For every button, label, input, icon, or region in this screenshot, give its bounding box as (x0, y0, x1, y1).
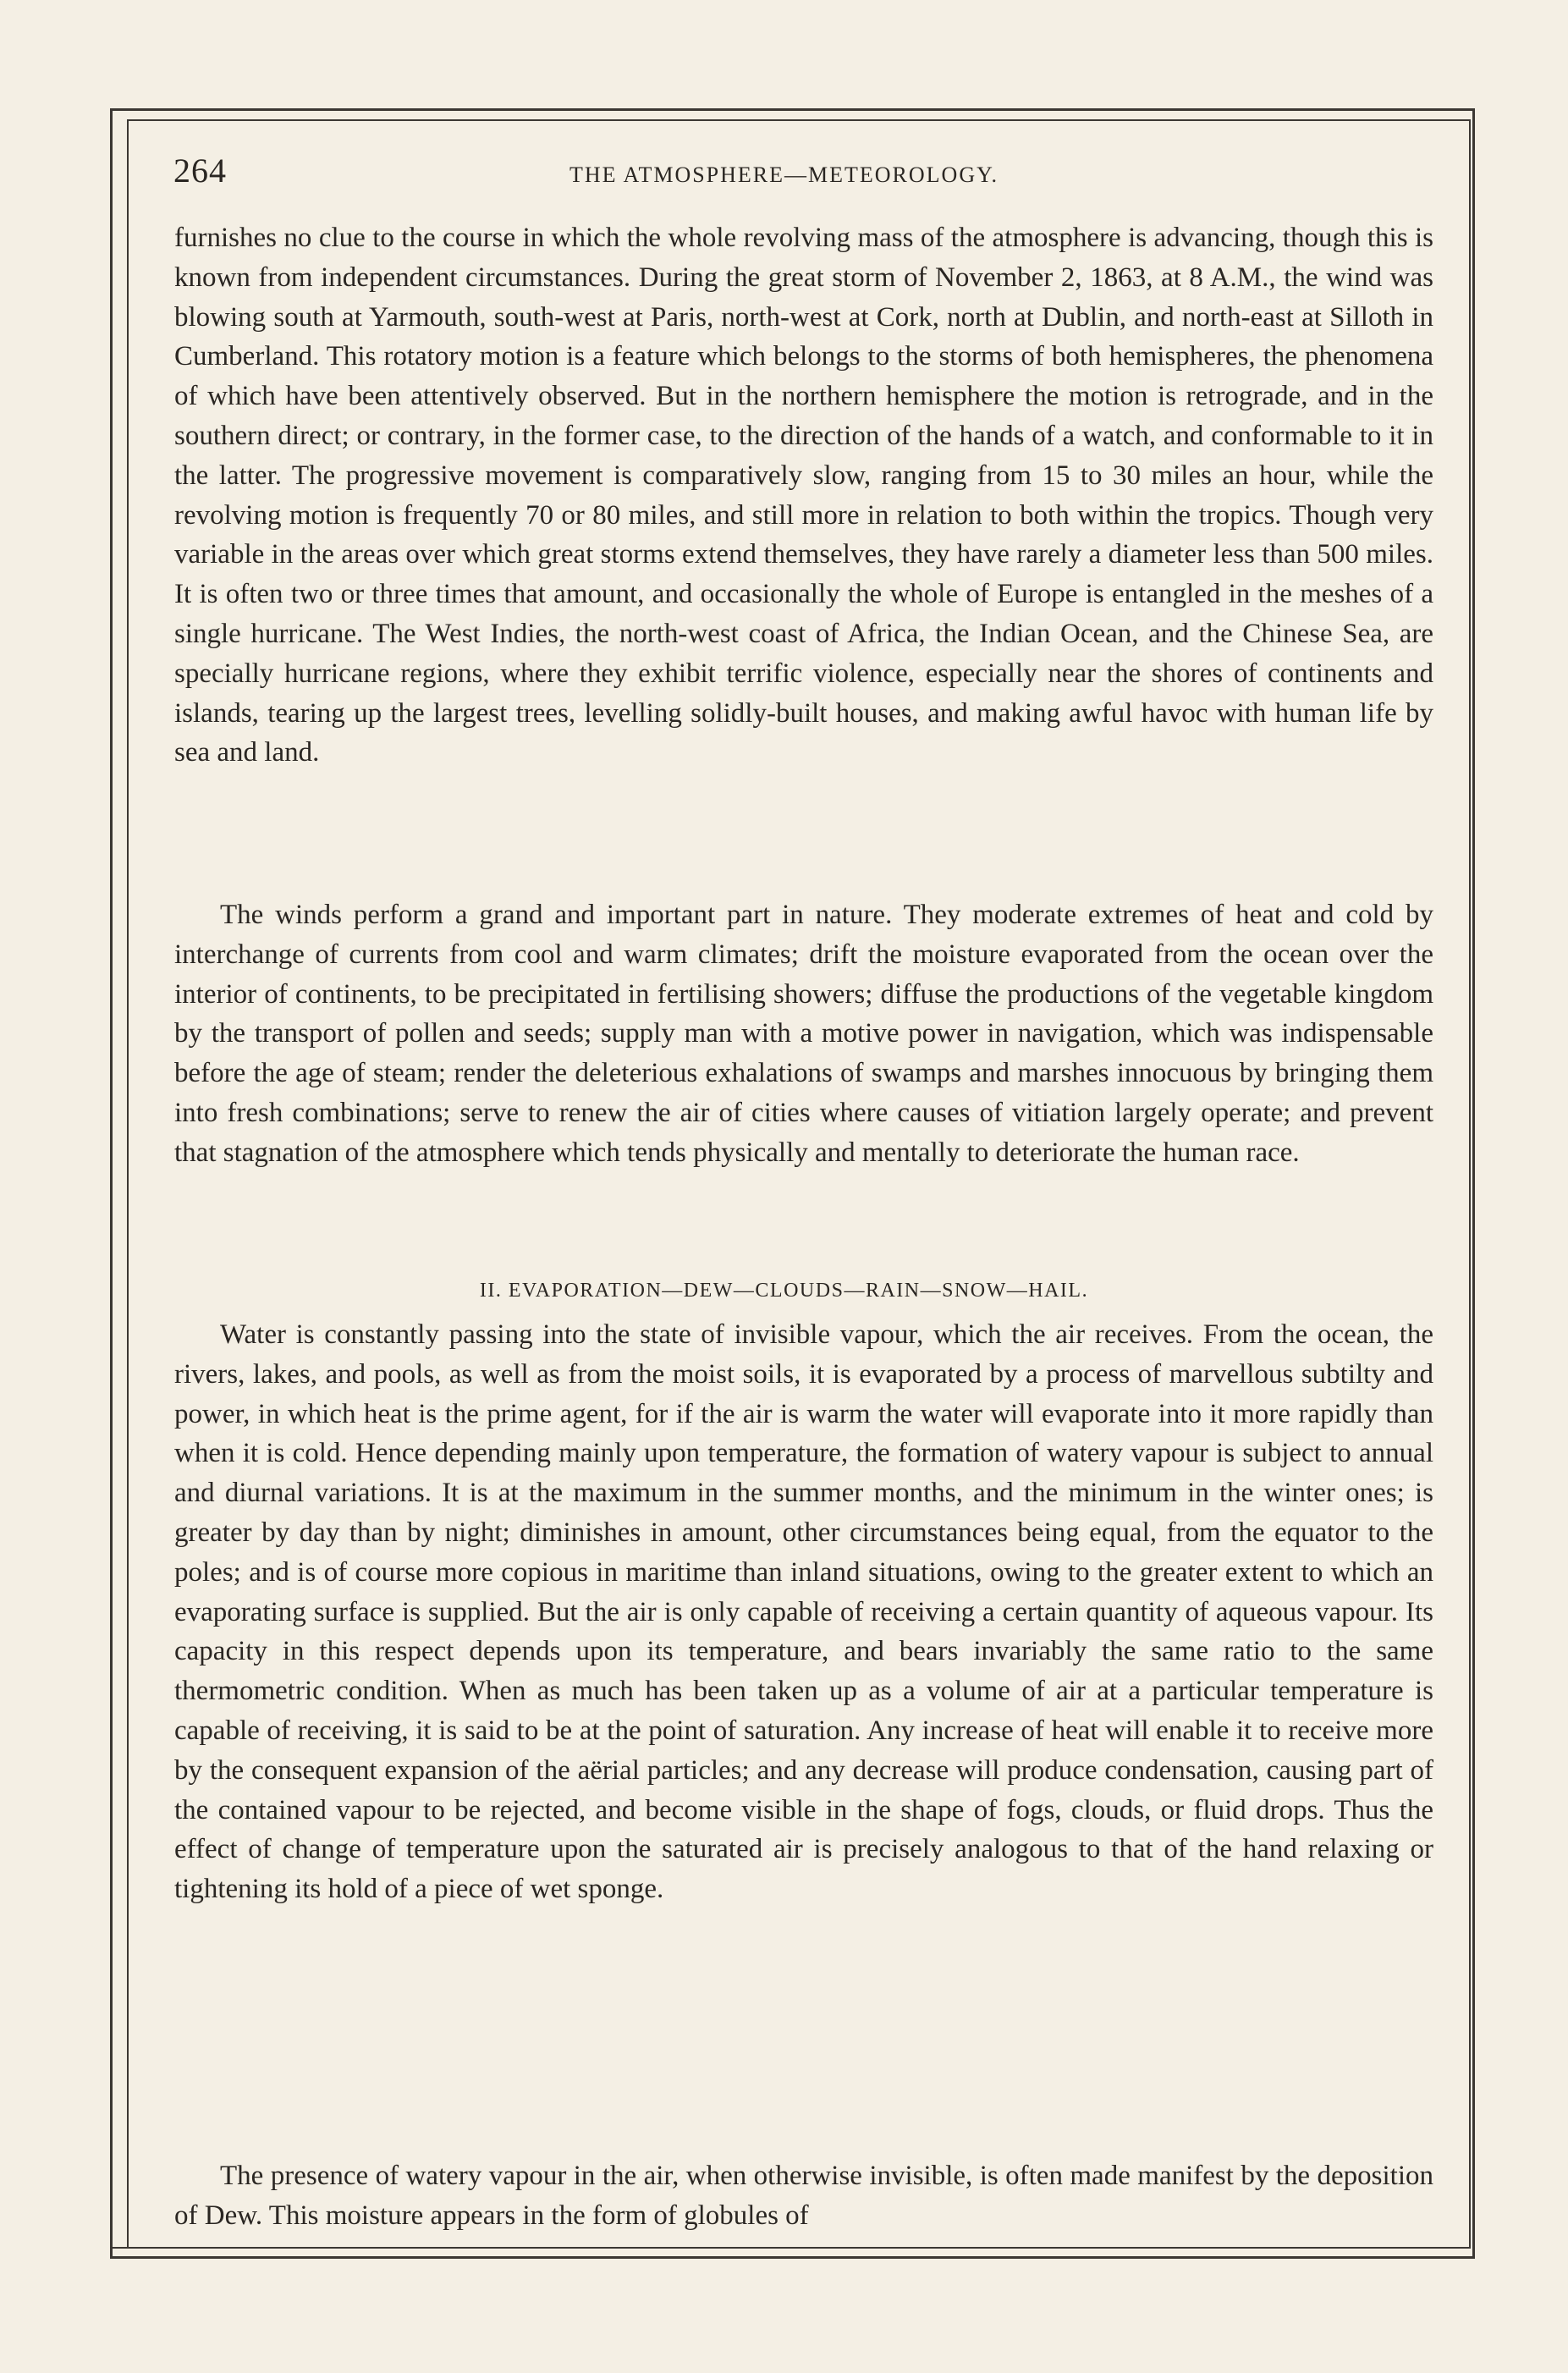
page-border-top-inner (127, 119, 1471, 121)
running-head: THE ATMOSPHERE—METEOROLOGY. (569, 162, 999, 187)
paragraph: The winds perform a grand and important part in nature. They moderate extremes of heat and cold by interchange of currents from cool and warm climates; drift the moisture evaporated from the ocean over the interior of continents, to be precipitated in fertilising showers; diffuse the productions of the vegetable kingdom by the transport of pollen and seeds; supply man with a motive power in navigation, which was indispensable before the age of steam; render the deleterious exhalations of swamps and marshes innocuous by bringing them into fresh combinations; serve to renew the air of cities where causes of vitiation largely operate; and prevent that stagnation of the atmosphere which tends physically and mentally to deteriorate the human race. (174, 900, 1433, 1168)
paragraph: The presence of watery vapour in the air, when otherwise invisible, is often made manifest by the deposition of Dew. This moisture appears in the form of globules of (174, 2161, 1433, 2231)
page-border-right (1472, 108, 1475, 2259)
page-border-left (110, 108, 113, 2259)
page-border-bottom-outer (110, 2256, 1474, 2259)
page-border-left-inner (127, 119, 129, 2249)
paragraph: furnishes no clue to the course in which the whole revolving mass of the atmosphere is advancing, though this is known from independent circumstances. During the great storm of November 2, 1863, at 8 A.M., the wind was blowing south at Yarmouth, south-west at Paris, north-west at Cork, north at Dublin, and north-east at Silloth in Cumberland. This rotatory motion is a feature which belongs to the storms of both hemispheres, the phenomena of which have been attentively observed. But in the northern hemisphere the motion is retrograde, and in the southern direct; or contrary, in the former case, to the direction of the hands of a watch, and conformable to it in the latter. The progressive movement is comparatively slow, ranging from 15 to 30 miles an hour, while the revolving motion is frequently 70 or 80 miles, and still more in relation to both within the tropics. Though very variable in the areas over which great storms extend themselves, they have rarely a diameter less than 500 miles. It is often two or three times that amount, and occasionally the whole of Europe is entangled in the meshes of a single hurricane. The West Indies, the north-west coast of Africa, the Indian Ocean, and the Chinese Sea, are specially hurricane regions, where they exhibit terrific violence, especially near the shores of continents and islands, tearing up the largest trees, levelling solidly-built houses, and making awful havoc with human life by sea and land. (174, 223, 1433, 768)
paragraph: Water is constantly passing into the state of invisible vapour, which the air receives. From the ocean, the rivers, lakes, and pools, as well as from the moist soils, it is evaporated by a process of marvellous subtilty and power, in which heat is the prime agent, for if the air is warm the water will evaporate into it more rapidly than when it is cold. Hence depending mainly upon temperature, the formation of watery vapour is subject to annual and diurnal variations. It is at the maximum in the summer months, and the minimum in the winter ones; is greater by day than by night; diminishes in amount, other circumstances being equal, from the equator to the poles; and is of course more copious in maritime than inland situations, owing to the greater extent to which an evaporating surface is supplied. But the air is only capable of receiving a certain quantity of aqueous vapour. Its capacity in this respect depends upon its temperature, and bears invariably the same ratio to the same thermometric condition. When as much has been taken up as a volume of air at a particular temperature is capable of receiving, it is said to be at the point of saturation. Any increase of heat will enable it to receive more by the consequent expansion of the aërial particles; and any decrease will produce condensation, causing part of the contained vapour to be rejected, and become visible in the shape of fogs, clouds, or fluid drops. Thus the effect of change of temperature upon the saturated air is precisely analogous to that of the hand relaxing or tightening its hold of a piece of wet sponge. (174, 1319, 1433, 1905)
page-number: 264 (173, 151, 227, 190)
page-border-top-outer (110, 108, 1472, 111)
page-border-right-inner (1469, 119, 1471, 2249)
page-border-bottom-inner (112, 2247, 1471, 2249)
section-heading: II. EVAPORATION—DEW—CLOUDS—RAIN—SNOW—HAIL. (479, 1280, 1089, 1302)
